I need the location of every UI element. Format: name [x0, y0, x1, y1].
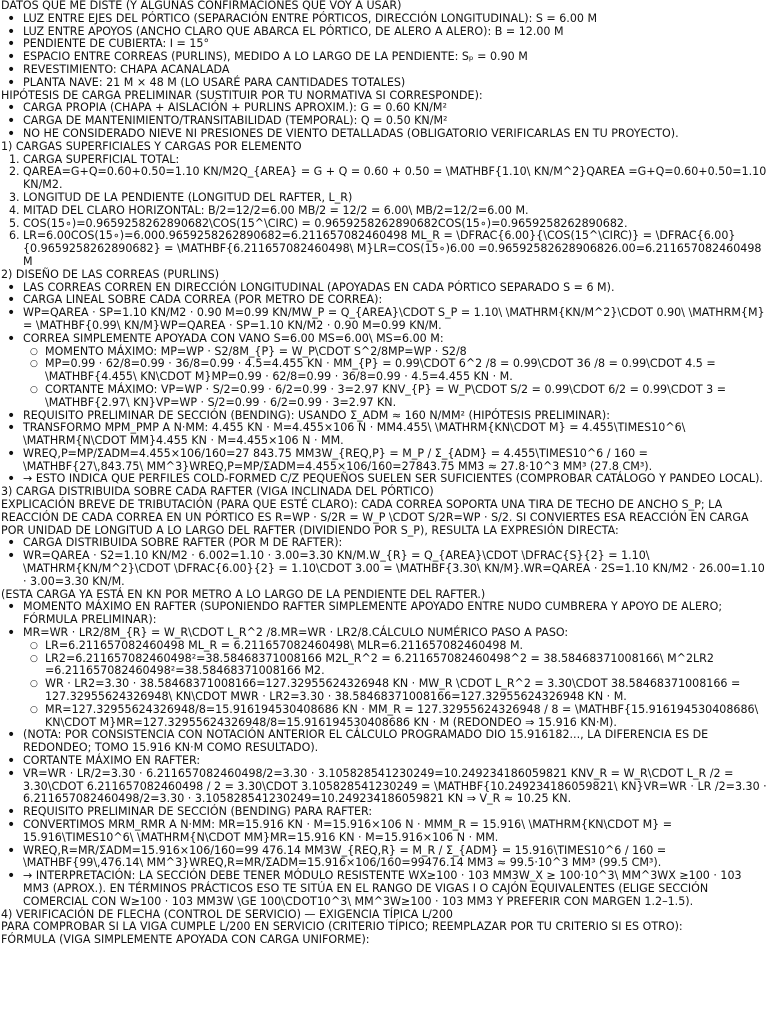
sub-list-item: ○ WR · LR2=3.30 · 38.58468371008166=127.32955624326948 KN · MW_R \CDOT L_R^2 = 3.30\CDOT 38.58468371008166 = 127.32955624326948\ KN\CDOT MWR · LR2=3.30 · 38.58468371008166=127.32955624326948 KN · M.	[45, 678, 768, 704]
list-item: • LUZ ENTRE APOYOS (ANCHO CLARO QUE ABARCA EL PÓRTICO, DE ALERO A ALERO): B = 12.00 M	[23, 26, 768, 39]
datos-list	[1, 13, 768, 90]
section-3-note: (ESTA CARGA YA ESTÁ EN KN POR METRO A LO LARGO DE LA PENDIENTE DEL RAFTER.)	[1, 587, 486, 601]
list-item: • CARGA PROPIA (CHAPA + AISLACIÓN + PURLINS APROXIM.): G = 0.60 KN/M²	[23, 102, 768, 115]
doc-header: DATOS QUE ME DISTE (Y ALGUNAS CONFIRMACIONES QUE VOY A USAR)	[1, 0, 402, 12]
list-item: 4. MITAD DEL CLARO HORIZONTAL: B/2=12/2=6.00 MB/2 = 12/2 = 6.00\ MB/2=12/2=6.00 M.	[9, 203, 529, 217]
list-item: • → ESTO INDICA QUE PERFILES COLD-FORMED C/Z PEQUEÑOS SUELEN SER SUFICIENTES (COMPROBAR CATÁLOGO Y PANDEO LOCAL).	[23, 473, 768, 486]
list-item: • MOMENTO MÁXIMO EN RAFTER (SUPONIENDO RAFTER SIMPLEMENTE APOYADO ENTRE NUDO CUMBRERA Y APOYO DE ALERO; FÓRMULA PRELIMINAR):	[23, 601, 768, 627]
list-item: • REQUISITO PRELIMINAR DE SECCIÓN (BENDING): USANDO Σ_ADM ≈ 160 N/MM² (HIPÓTESIS PRELIMINAR):	[23, 410, 768, 423]
section-1-list	[1, 154, 768, 269]
section-1-title: 1) CARGAS SUPERFICIALES Y CARGAS POR ELEMENTO	[1, 139, 302, 153]
list-item: • CONVERTIMOS MRM_RMR A N·MM: MR=15.916 KN · M=15.916×106 N · MMM_R = 15.916\ \MATHRM{KN\CDOT M} = 15.916\TIMES10^6\ \MATHRM{N\CDOT MM}MR=15.916 KN · M=15.916×106 N · MM.	[23, 819, 768, 845]
hipotesis-title: HIPÓTESIS DE CARGA PRELIMINAR (SUSTITUIR POR TU NORMATIVA SI CORRESPONDE):	[1, 88, 483, 102]
list-item: 6. LR=6.00COS(15∘)=6.000.9659258262890682=6.211657082460498 ML_R = \DFRAC{6.00}{\COS(15^\CIRC)} = \DFRAC{6.00}{0.9659258262890682} = \MATHBF{6.211657082460498\ M}LR=COS(15∘)6.00 =0.96592582628906826.00=6.211657082460498 M	[9, 229, 762, 268]
sub-list	[23, 640, 768, 730]
list-item: • MR=WR · LR2/8M_{R} = W_R\CDOT L_R^2 /8.MR=WR · LR2/8.CÁLCULO NUMÉRICO PASO A PASO: ○ LR=6.211657082460498 ML_R = 6.211657082460498\ MLR=6.211657082460498 M. ○ LR2=6.211657082460498²=38.58468371008166 M2L_R^2 = 6.211657082460498^2 = 38.58468371008166\ M^2LR2 =6.211657082460498²=38.58468371008166 M2. ○ WR · LR2=3.30 · 38.58468371008166=127.32955624326948 KN · MW_R \CDOT L_R^2 = 3.30\CDOT 38.58468371008166 = 127.32955624326948\ KN\CDOT MWR · LR2=3.30 · 38.58468371008166=127.32955624326948 KN · M. ○ MR=127.32955624326948/8=15.916194530408686 KN · MM_R = 127.32955624326948 / 8 = \MATHBF{15.916194530408686\ KN\CDOT M}MR=127.32955624326948/8=15.916194530408686 KN · M (REDONDEO ⇒ 15.916 KN·M).	[23, 627, 768, 729]
list-item: • → INTERPRETACIÓN: LA SECCIÓN DEBE TENER MÓDULO RESISTENTE WX≥100 · 103 MM3W_X ≥ 100·10^3\ MM^3WX ≥100 · 103 MM3 (APROX.). EN TÉRMINOS PRÁCTICOS ESO TE SITÚA EN EL RANGO DE VIGAS I O CAJÓN EQUIVALENTES (ELIGE SECCIÓN COMERCIAL CON W≥100 · 103 MM3W \GE 100\CDOT10^3\ MM^3W≥100 · 103 MM3 Y PREFERIR CON MARGEN 1.2–1.5).	[23, 870, 768, 908]
list-item: 2. QAREA=G+Q=0.60+0.50=1.10 KN/M2Q_{AREA} = G + Q = 0.60 + 0.50 = \MATHBF{1.10\ KN/M^2}QAREA =G+Q=0.60+0.50=1.10 KN/M2.	[9, 165, 767, 192]
section-3-list-b	[1, 601, 768, 908]
list-item: • CORREA SIMPLEMENTE APOYADA CON VANO S=6.00 MS=6.00\ MS=6.00 M: ○ MOMENTO MÁXIMO: MP=WP · S2/8M_{P} = W_P\CDOT S^2/8MP=WP · S2/8 ○ MP=0.99 · 62/8=0.99 · 36/8=0.99 · 4.5=4.455 KN · MM_{P} = 0.99\CDOT 6^2 /8 = 0.99\CDOT 36 /8 = 0.99\CDOT 4.5 = \MATHBF{4.455\ KN\CDOT M}MP=0.99 · 62/8=0.99 · 36/8=0.99 · 4.5=4.455 KN · M. ○ CORTANTE MÁXIMO: VP=WP · S/2=0.99 · 6/2=0.99 · 3=2.97 KNV_{P} = W_P\CDOT S/2 = 0.99\CDOT 6/2 = 0.99\CDOT 3 = \MATHBF{2.97\ KN}VP=WP · S/2=0.99 · 6/2=0.99 · 3=2.97 KN.	[23, 333, 768, 410]
section-2-list	[1, 282, 768, 487]
list-item: • REVESTIMIENTO: CHAPA ACANALADA	[23, 64, 768, 77]
list-item: • PENDIENTE DE CUBIERTA: I = 15°	[23, 38, 768, 51]
section-3-list-a	[1, 537, 768, 588]
section-4-title: 4) VERIFICACIÓN DE FLECHA (CONTROL DE SERVICIO) — EXIGENCIA TÍPICA L/200	[1, 907, 453, 921]
list-item: • REQUISITO PRELIMINAR DE SECCIÓN (BENDING) PARA RAFTER:	[23, 806, 768, 819]
sub-list-item: ○ MR=127.32955624326948/8=15.916194530408686 KN · MM_R = 127.32955624326948 / 8 = \MATHBF{15.916194530408686\ KN\CDOT M}MR=127.32955624326948/8=15.916194530408686 KN · M (REDONDEO ⇒ 15.916 KN·M).	[45, 704, 768, 730]
list-item: • (NOTA: POR CONSISTENCIA CON NOTACIÓN ANTERIOR EL CÁLCULO PROGRAMADO DIO 15.916182..., LA DIFERENCIA ES DE REDONDEO; TOMO 15.916 KN·M COMO RESULTADO).	[23, 729, 768, 755]
list-item: • WREQ,R=MR/ΣADM=15.916×106/160=99 476.14 MM3W_{REQ,R} = M_R / Σ_{ADM} = 15.916\TIMES10^6 / 160 = \MATHBF{99\,476.14\ MM^3}WREQ,R=MR/ΣADM=15.916×106/160=99476.14 MM3 ≈ 99.5·10^3 MM³ (99.5 CM³).	[23, 845, 768, 871]
sub-list	[23, 346, 768, 410]
list-item: • LAS CORREAS CORREN EN DIRECCIÓN LONGITUDINAL (APOYADAS EN CADA PÓRTICO SEPARADO S = 6 M).	[23, 282, 768, 295]
sub-list-item: ○ LR2=6.211657082460498²=38.58468371008166 M2L_R^2 = 6.211657082460498^2 = 38.58468371008166\ M^2LR2 =6.211657082460498²=38.58468371008166 M2.	[45, 653, 768, 679]
list-item: • TRANSFORMO MPM_PMP A N·MM: 4.455 KN · M=4.455×106 N · MM4.455\ \MATHRM{KN\CDOT M} = 4.455\TIMES10^6\ \MATHRM{N\CDOT MM}4.455 KN · M=4.455×106 N · MM.	[23, 422, 768, 448]
list-item: • WR=QAREA · S2=1.10 KN/M2 · 6.002=1.10 · 3.00=3.30 KN/M.W_{R} = Q_{AREA}\CDOT \DFRAC{S}{2} = 1.10\ \MATHRM{KN/M^2}\CDOT \DFRAC{6.00}{2} = 1.10\CDOT 3.00 = \MATHBF{3.30\ KN/M}.WR=QAREA · 2S=1.10 KN/M2 · 26.00=1.10 · 3.00=3.30 KN/M.	[23, 550, 768, 588]
list-item: • CARGA LINEAL SOBRE CADA CORREA (POR METRO DE CORREA):	[23, 294, 768, 307]
sub-list-item: ○ CORTANTE MÁXIMO: VP=WP · S/2=0.99 · 6/2=0.99 · 3=2.97 KNV_{P} = W_P\CDOT S/2 = 0.99\CDOT 6/2 = 0.99\CDOT 3 = \MATHBF{2.97\ KN}VP=WP · S/2=0.99 · 6/2=0.99 · 3=2.97 KN.	[45, 384, 768, 410]
sub-list-item: ○ MOMENTO MÁXIMO: MP=WP · S2/8M_{P} = W_P\CDOT S^2/8MP=WP · S2/8	[45, 346, 768, 359]
list-item: 1. CARGA SUPERFICIAL TOTAL:	[9, 152, 180, 166]
list-item: • CORTANTE MÁXIMO EN RAFTER:	[23, 755, 768, 768]
list-item: • PLANTA NAVE: 21 M × 48 M (LO USARÉ PARA CANTIDADES TOTALES)	[23, 77, 768, 90]
list-item: 5. COS(15∘)=0.9659258262890682\COS(15^\CIRC) = 0.9659258262890682COS(15∘)=0.9659258262890682.	[9, 216, 628, 230]
sub-list-item: ○ MP=0.99 · 62/8=0.99 · 36/8=0.99 · 4.5=4.455 KN · MM_{P} = 0.99\CDOT 6^2 /8 = 0.99\CDOT 36 /8 = 0.99\CDOT 4.5 = \MATHBF{4.455\ KN\CDOT M}MP=0.99 · 62/8=0.99 · 36/8=0.99 · 4.5=4.455 KN · M.	[45, 358, 768, 384]
list-item: • WREQ,P=MP/ΣADM=4.455×106/160=27 843.75 MM3W_{REQ,P} = M_P / Σ_{ADM} = 4.455\TIMES10^6 / 160 = \MATHBF{27\,843.75\ MM^3}WREQ,P=MP/ΣADM=4.455×106/160=27843.75 MM3 ≈ 27.8·10^3 MM³ (27.8 CM³).	[23, 448, 768, 474]
section-4-text: PARA COMPROBAR SI LA VIGA CUMPLE L/200 EN SERVICIO (CRITERIO TÍPICO; REEMPLAZAR POR TU CRITERIO SI ES OTRO):	[1, 920, 683, 934]
list-item: • WP=QAREA · SP=1.10 KN/M2 · 0.90 M=0.99 KN/MW_P = Q_{AREA}\CDOT S_P = 1.10\ \MATHRM{KN/M^2}\CDOT 0.90\ \MATHRM{M} = \MATHBF{0.99\ KN/M}WP=QAREA · SP=1.10 KN/M2 · 0.90 M=0.99 KN/M.	[23, 307, 768, 333]
list-item: • LUZ ENTRE EJES DEL PÓRTICO (SEPARACIÓN ENTRE PÓRTICOS, DIRECCIÓN LONGITUDINAL): S = 6.00 M	[23, 13, 768, 26]
list-item: • NO HE CONSIDERADO NIEVE NI PRESIONES DE VIENTO DETALLADAS (OBLIGATORIO VERIFICARLAS EN TU PROYECTO).	[23, 128, 768, 141]
list-item: 3. LONGITUD DE LA PENDIENTE (LONGITUD DEL RAFTER, L_R)	[9, 190, 353, 204]
section-3-title: 3) CARGA DISTRIBUIDA SOBRE CADA RAFTER (VIGA INCLINADA DEL PÓRTICO)	[1, 485, 434, 499]
section-2-title: 2) DISEÑO DE LAS CORREAS (PURLINS)	[1, 267, 220, 281]
list-item: • VR=WR · LR/2=3.30 · 6.211657082460498/2=3.30 · 3.105828541230249=10.249234186059821 KNV_R = W_R\CDOT L_R /2 = 3.30\CDOT 6.211657082460498 / 2 = 3.30\CDOT 3.105828541230249 = \MATHBF{10.249234186059821\ KN}VR=WR · LR /2=3.30 · 6.211657082460498/2=3.30 · 3.105828541230249=10.249234186059821 KN ⇒ V_R ≈ 10.25 KN.	[23, 768, 768, 806]
list-item: • CARGA DISTRIBUIDA SOBRE RAFTER (POR M DE RAFTER):	[23, 537, 768, 550]
section-4-formula: FÓRMULA (VIGA SIMPLEMENTE APOYADA CON CARGA UNIFORME):	[1, 933, 370, 947]
sub-list-item: ○ LR=6.211657082460498 ML_R = 6.211657082460498\ MLR=6.211657082460498 M.	[45, 640, 768, 653]
section-3-explanation: EXPLICACIÓN BREVE DE TRIBUTACIÓN (PARA QUE ESTÉ CLARO): CADA CORREA SOPORTA UNA TIRA DE TECHO DE ANCHO S_P; LA REACCIÓN DE CADA CORREA EN UN PÓRTICO ES R=WP · S/2R = W_P \CDOT S/2R=WP · S/2. SI CONVIERTES ESA REACCIÓN EN CARGA POR UNIDAD DE LONGITUD A LO LARGO DEL RAFTER (DIVIDIENDO POR S_P), RESULTA LA EXPRESIÓN DIRECTA:	[1, 498, 749, 537]
hipotesis-list	[1, 102, 768, 140]
list-item: • ESPACIO ENTRE CORREAS (PURLINS), MEDIDO A LO LARGO DE LA PENDIENTE: Sₚ = 0.90 M	[23, 51, 768, 64]
list-item: • CARGA DE MANTENIMIENTO/TRANSITABILIDAD (TEMPORAL): Q = 0.50 KN/M²	[23, 115, 768, 128]
